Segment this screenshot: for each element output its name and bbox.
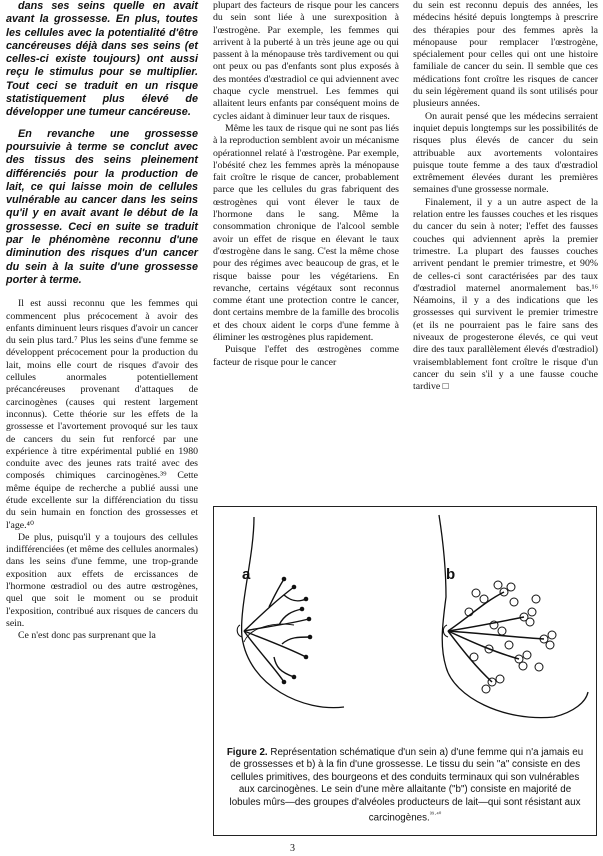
figure-label-a: a [242, 566, 251, 583]
breast-b-outline [439, 515, 588, 718]
bold-paragraph-2: En revanche une grossesse poursuivie à terme se conclut avec des tissus des seins pleinement différenciés pour la production de lait, ce qui laisse moin de cellules vulnérable au cancer dans les seins qu'il y en avait avant le début de la grossesse. Ceci en suite se traduit par le phénomène reconnu d'une diminution des risques d'un cancer du sein à la suite d'une grossesse porter à terme. [6, 127, 198, 286]
body-paragraph: Ce n'est donc pas surprenant que la [18, 630, 156, 642]
breast-diagram [214, 507, 595, 745]
caption-title: Figure 2. [226, 747, 268, 758]
body-paragraph: du sein est reconnu depuis des années, les médecins hésité depuis longtemps à prescrire des thérapies pour des femmes après la ménopause pour remplacer l'œstrogène, spécialement pour celles qui ont une histoire familiale de cancer du sein. Il semble que ces médications font croître les risques de cancer du sein légèrement quand ils sont utilisés pour plusieurs années. [413, 0, 598, 110]
body-paragraph: Même les taux de risque qui ne sont pas liés à la reproduction semblent avoir un mécanisme opérationnel relaté à l'œstrogène. Par exemple, l'obésité chez les femmes après la ménopause fait croître le risque de cancer, probablement parce que les cellules du gras fabriquent des œstrogènes qui vont élever le taux de l'hormone dans le sang. Même la consommation chronique de l'alcool semble avoir un effet de risque en élevant le taux d'œstrogène dans le sang. C'est la même chose pour des régimes avec beaucoup de gras, et le risque baisse pour les végétariens. En revanche, certains végétaux sont reconnus comme étant une protection contre le cancer, dont certains membre de la famille des brocolis et des choux aident le corps d'une femme à éliminer les œstrogènes plus rapidement. [213, 122, 399, 344]
nipple-b [443, 625, 448, 637]
body-paragraph: Il est aussi reconnu que les femmes qui commencent plus précocement à avoir des enfants diminuent leurs risques d'avoir un cancer du sein plus tard.⁷ Plus les seins d'une femme se développent précocement pour la production du lait, moins elle court de risques d'avoir des cellules anormales potentiellement précancéreuses provenant d'attaques de carcinogènes (causes qui restent largement inconnus). Cette théorie sur les effets de la grossesse et l'avortement provoqué sur les taux de cancers du sein fut renforcé par une expérience à titre expérimental publié en 1980 conduite avec des jeunes rats traité avec des composés chimiques carcinogènes.³⁹ Cette même équipe de recherche a publié aussi une étude excellente sur la différenciation du tissu du sein humain en fonction des grossesses et l'age.⁴⁰ [6, 298, 198, 531]
body-paragraph: De plus, puisqu'il y a toujours des cellules indifférenciées (et même des cellules anormales) dans les seins d'une femme, une trop-grande exposition aux effets de ercissances de l'hormone œstradiol ou des autre œstrogènes, quel que soit le moment ou se produit l'exposition, contribué aux risques de cancers du sein. [6, 531, 198, 629]
figure-caption [224, 747, 586, 825]
figure-2 [213, 506, 597, 836]
column-1 [6, 0, 198, 643]
body-paragraph [413, 197, 598, 394]
bold-paragraph-1: dans ses seins quelle en avait avant la grossesse. En plus, toutes les cellules avec la potentialité d'être cancéreuses déjà dans ses seins (et celles-ci existe toujours) ont aussi reçu le stimulus pour se multiplier. Tout ceci se traduit en un risque statistiquement plus élevé de développer une tumeur cancéreuse. [6, 0, 198, 119]
caption-refs: ³⁹·⁴⁰ [429, 812, 442, 819]
body-paragraph: On aurait pensé que les médecins serraient inquiet depuis longtemps sur les possibilités de risques plus élevés de cancer du sein attribuable aux avortements volontaires puisque toute femme a des taux d'œstradiol extrêmement élevées durant les premières semaines d'une grossesse normale. [413, 110, 598, 196]
column-2 [213, 0, 399, 369]
column-3 [413, 0, 598, 394]
ducts-b [448, 592, 544, 682]
figure-label-b: b [446, 566, 456, 583]
end-mark: □ [442, 381, 449, 393]
caption-text: Représentation schématique d'un sein a) d'une femme qui n'a jamais eu de grossesses et b) à la fin d'une grossesse. Le tissu du sein "a" consiste en des cellules primitives, des bourgeons et des conduits terminaux qui son vulnérables aux carcinogènes. Le sein d'une mère allaitante ("b") consiste en majorité de lobules mûrs—des groupes d'alvéoles producteurs de lait—qui sont résistant aux carcinogènes. [229, 747, 584, 824]
body-text: Finalement, il y a un autre aspect de la relation entre les fausses couches et les risques du cancer du sein à noter; l'effet des fausses couches qui adviennent après la premier trimestre. La plupart des fausses couches arrivent pendant le premier trimestre, et 90% de celles-ci sont caractérisées par des taux d'œstradiol maternel anormalement bas.¹⁶ Néamoins, il y a des indications que les grossesses qui survivent le premier trimestre (et ils ne pourraient pas le faire sans des niveaux de progesterone élevés, ce qui veut dire des taux parallèlement élevés d'œstradiol) vraisemblablement font croître le risque d'un cancer du sein s'il y a une fausse couche tardive [413, 196, 598, 393]
body-paragraph: Puisque l'effet des œstrogènes comme facteur de risque pour le cancer [213, 344, 399, 368]
page-number: 3 [290, 843, 295, 854]
body-paragraph: plupart des facteurs de risque pour les cancers du sein sont liée à une surexposition à l'œstrogène. Par exemple, les femmes qui arrivent à la puberté à un très jeune age ou qui passent à la ménopause très tardivement ou qui ont peux ou pas d'enfants sont plus exposés à des montées d'œstradiol ce qui adviennent avec chaque cycle menstruel. Les femmes qui allaitent leurs enfants par conséquent moins de cycles aidant à diminuer leur taux de risques. [213, 0, 399, 122]
